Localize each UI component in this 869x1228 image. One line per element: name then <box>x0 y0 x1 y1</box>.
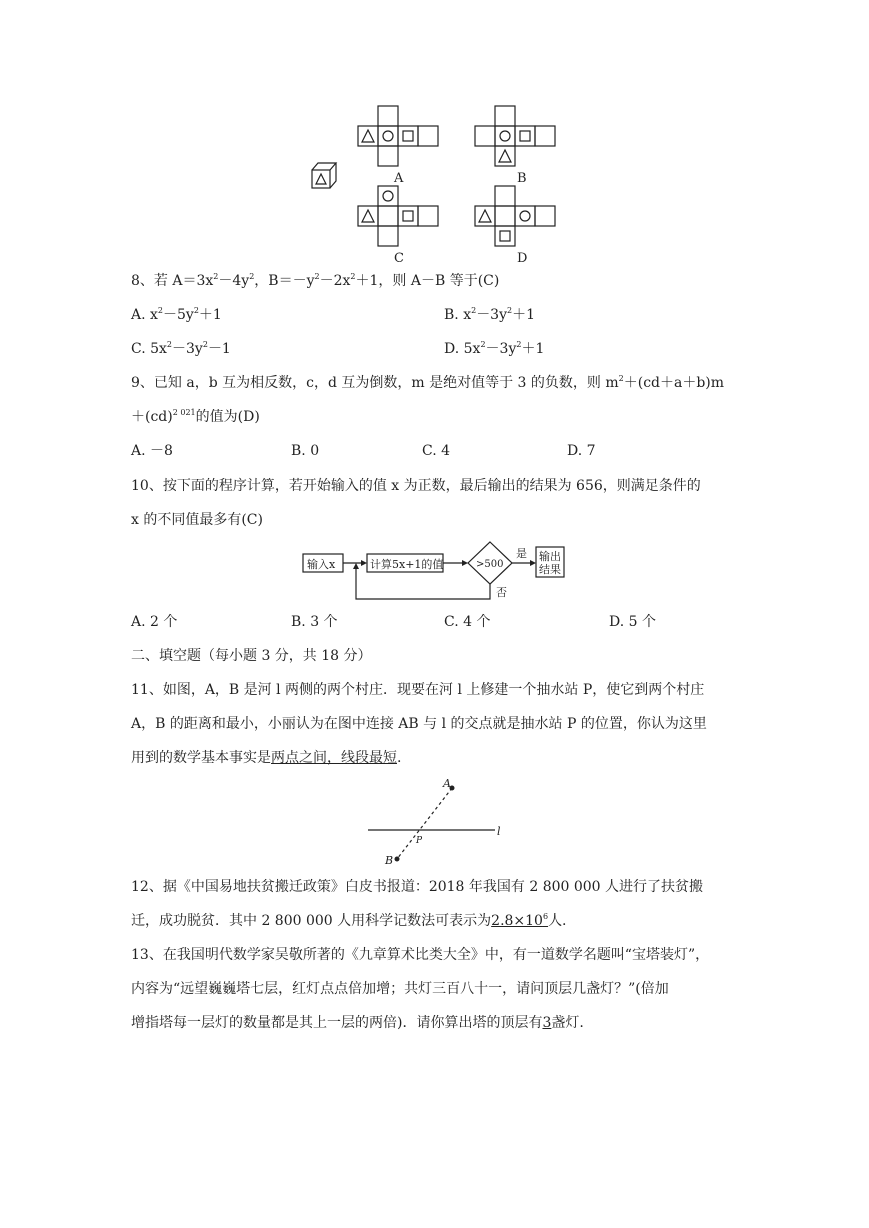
flow-output-label-2: 结果 <box>539 563 561 576</box>
q10-option-a: A. 2 个 <box>131 614 178 630</box>
flow-condition-label: >500 <box>476 559 504 570</box>
q10-option-b: B. 3 个 <box>291 614 338 630</box>
label-b: B <box>385 854 394 867</box>
q11-answer: 两点之间，线段最短 <box>271 750 397 766</box>
q12-answer: $2.8\times 10^6$ <box>491 912 549 929</box>
triangle-icon <box>499 150 511 162</box>
q11-stem-line1: 11、如图，A，B 是河 l 两侧的两个村庄．现要在河 l 上修建一个抽水站 P，使它到两个村庄 <box>131 682 705 698</box>
q8-option-b: B. $x^2-3y^2+1$ <box>444 306 536 323</box>
q12-stem-line2: 迁，成功脱贫．其中 2 800 000 人用科学记数法可表示为$2.8\times 10^6$人. <box>131 912 567 929</box>
q12-stem-line1: 12、据《中国易地扶贫搬迁政策》白皮书报道：2018 年我国有 2 800 000 人进行了扶贫搬 <box>131 879 704 895</box>
net-label-d: D <box>517 251 528 266</box>
q8-option-a: A. $x^2-5y^2+1$ <box>131 306 222 323</box>
arrow-right-icon <box>530 560 536 566</box>
triangle-icon <box>362 130 374 142</box>
flow-input-label: 输入x <box>307 558 336 571</box>
q10-flowchart <box>300 540 570 605</box>
q13-stem-line1: 13、在我国明代数学家吴敬所著的《九章算术比类大全》中，有一道数学名题叫“宝塔装灯”， <box>131 947 710 963</box>
q8-option-d: D. $5x^2-3y^2+1$ <box>444 340 545 357</box>
net-label-b: B <box>517 171 527 186</box>
triangle-icon <box>479 210 491 222</box>
arrow-up-icon <box>353 563 359 569</box>
section2-title: 二、填空题（每小题 3 分，共 18 分） <box>131 648 372 664</box>
flow-yes-label: 是 <box>516 547 527 560</box>
q11-river-figure <box>360 775 520 870</box>
net-b <box>475 106 555 166</box>
q10-stem-line1: 10、按下面的程序计算，若开始输入的值 x 为正数，最后输出的结果为 656，则满足条件的 <box>131 478 701 494</box>
triangle-icon <box>362 210 374 222</box>
q9-stem-line1: 9、已知 a，b 互为相反数，c，d 互为倒数，m 是绝对值等于 3 的负数，则 $m^2+(cd+a+b)m$ <box>131 374 725 391</box>
q13-answer: 3 <box>542 1015 552 1031</box>
flow-compute-label: 计算5x+1的值 <box>370 558 444 571</box>
square-icon <box>403 131 413 141</box>
label-l: l <box>497 825 501 838</box>
q9-option-c: C. 4 <box>422 443 451 459</box>
arrow-right-icon <box>462 560 468 566</box>
q11-stem-line3: 用到的数学基本事实是两点之间，线段最短. <box>131 750 402 766</box>
q9-option-b: B. 0 <box>291 443 320 459</box>
cube-3d-icon <box>312 163 336 188</box>
circle-icon <box>383 131 393 141</box>
flow-output-label-1: 输出 <box>539 550 561 563</box>
q8-option-c: C. $5x^2-3y^2-1$ <box>131 340 231 357</box>
q13-stem-line2: 内容为“远望巍巍塔七层，红灯点点倍加增；共灯三百八十一，请问顶层几盏灯？”(倍加 <box>131 981 669 997</box>
arrow-right-icon <box>361 560 367 566</box>
net-label-c: C <box>394 251 404 266</box>
square-icon <box>520 131 530 141</box>
circle-icon <box>500 131 510 141</box>
square-icon <box>500 231 510 241</box>
q9-stem-line2: ＋(cd)$^{2 021}$的值为(D) <box>131 408 260 425</box>
q8-stem: 8、若 $A=3x^2-4y^2$，$B=-y^2-2x^2+1$，则 A－B 等于(C) <box>131 272 500 289</box>
q10-option-c: C. 4 个 <box>444 614 491 630</box>
point-b <box>395 857 400 862</box>
flow-no-label: 否 <box>496 586 507 599</box>
q10-stem-line2: x 的不同值最多有(C) <box>131 512 263 528</box>
q10-option-d: D. 5 个 <box>609 614 656 630</box>
label-a: A <box>443 777 451 790</box>
square-icon <box>403 211 413 221</box>
net-c <box>358 186 438 246</box>
q13-stem-line3: 增指塔每一层灯的数量都是其上一层的两倍)．请你算出塔的顶层有3盏灯. <box>131 1015 584 1031</box>
circle-icon <box>520 211 530 221</box>
circle-icon <box>383 191 393 201</box>
q11-stem-line2: A，B 的距离和最小，小丽认为在图中连接 AB 与 l 的交点就是抽水站 P 的位置，你认为这里 <box>131 716 707 732</box>
q9-option-a: A. －8 <box>131 443 173 459</box>
segment-ab <box>397 788 452 859</box>
cube-net-figure <box>300 100 570 270</box>
net-a <box>358 106 438 166</box>
net-d <box>475 186 555 246</box>
q9-option-d: D. 7 <box>567 443 596 459</box>
label-p: P <box>416 836 423 846</box>
net-label-a: A <box>394 171 404 186</box>
